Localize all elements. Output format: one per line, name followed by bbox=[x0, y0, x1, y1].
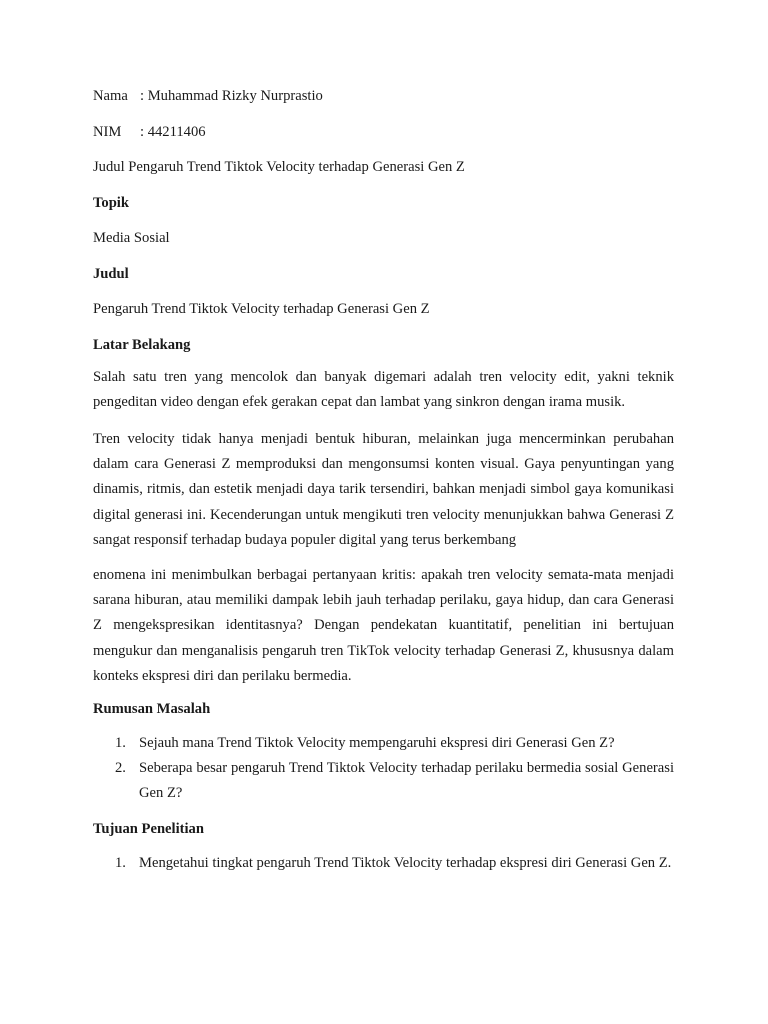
list-item-number: 1. bbox=[115, 734, 126, 751]
nim-value: : 44211406 bbox=[140, 123, 206, 140]
latar-belakang-paragraph-1: Salah satu tren yang mencolok dan banyak digemari adalah tren velocity edit, yakni teknik pengeditan video dengan efek gerakan cepat dan lambat yang sinkron dengan irama musik. bbox=[93, 368, 674, 410]
tujuan-penelitian-heading: Tujuan Penelitian bbox=[93, 820, 204, 837]
nama-label: Nama bbox=[93, 88, 128, 104]
latar-belakang-paragraph-3: enomena ini menimbulkan berbagai pertanyaan kritis: apakah tren velocity semata-mata menjadi sarana hiburan, atau memiliki dampak lebih jauh terhadap perilaku, gaya hidup, dan cara Generasi Z mengekspresikan identitasnya? Dengan pendekatan kuantitatif, penelitian ini bertujuan mengukur dan menganalisis pengaruh tren TikTok velocity terhadap Generasi Z, khususnya dalam konteks ekspresi diri dan perilaku bermedia. bbox=[93, 566, 674, 684]
nim-label: NIM bbox=[93, 123, 122, 140]
topik-heading: Topik bbox=[93, 194, 129, 211]
nim-line bbox=[93, 122, 674, 142]
latar-belakang-heading: Latar Belakang bbox=[93, 336, 191, 353]
nama-line bbox=[93, 86, 674, 106]
rumusan-masalah-heading: Rumusan Masalah bbox=[93, 700, 211, 717]
list-item-text: Sejauh mana Trend Tiktok Velocity mempengaruhi ekspresi diri Generasi Gen Z? bbox=[139, 734, 615, 751]
judul-line: Judul Pengaruh Trend Tiktok Velocity terhadap Generasi Gen Z bbox=[93, 159, 465, 175]
latar-belakang-paragraph-2: Tren velocity tidak hanya menjadi bentuk hiburan, melainkan juga mencerminkan perubahan dalam cara Generasi Z memproduksi dan mengonsumsi konten visual. Gaya penyuntingan yang dinamis, ritmis, dan estetik menjadi daya tarik tersendiri, bahkan menjadi simbol gaya komunikasi digital generasi ini. Kecenderungan untuk mengikuti tren velocity menunjukkan bahwa Generasi Z sangat responsif terhadap budaya populer digital yang terus berkembang bbox=[93, 430, 674, 548]
topik-text: Media Sosial bbox=[93, 230, 170, 246]
list-item-number: 2. bbox=[115, 760, 126, 777]
nama-value: : Muhammad Rizky Nurprastio bbox=[140, 88, 323, 104]
list-item bbox=[93, 756, 674, 806]
list-item bbox=[93, 731, 674, 756]
list-item-text: Mengetahui tingkat pengaruh Trend Tiktok Velocity terhadap ekspresi diri Generasi Gen Z. bbox=[139, 854, 672, 871]
rumusan-masalah-list bbox=[93, 731, 674, 807]
document-body bbox=[93, 86, 674, 888]
list-item bbox=[93, 851, 674, 876]
list-item-number: 1. bbox=[115, 854, 126, 871]
judul-text: Pengaruh Trend Tiktok Velocity terhadap Generasi Gen Z bbox=[93, 301, 430, 317]
judul-heading: Judul bbox=[93, 265, 129, 282]
tujuan-penelitian-list bbox=[93, 851, 674, 876]
list-item-text: Seberapa besar pengaruh Trend Tiktok Velocity terhadap perilaku bermedia sosial Generasi Gen Z? bbox=[139, 760, 674, 802]
